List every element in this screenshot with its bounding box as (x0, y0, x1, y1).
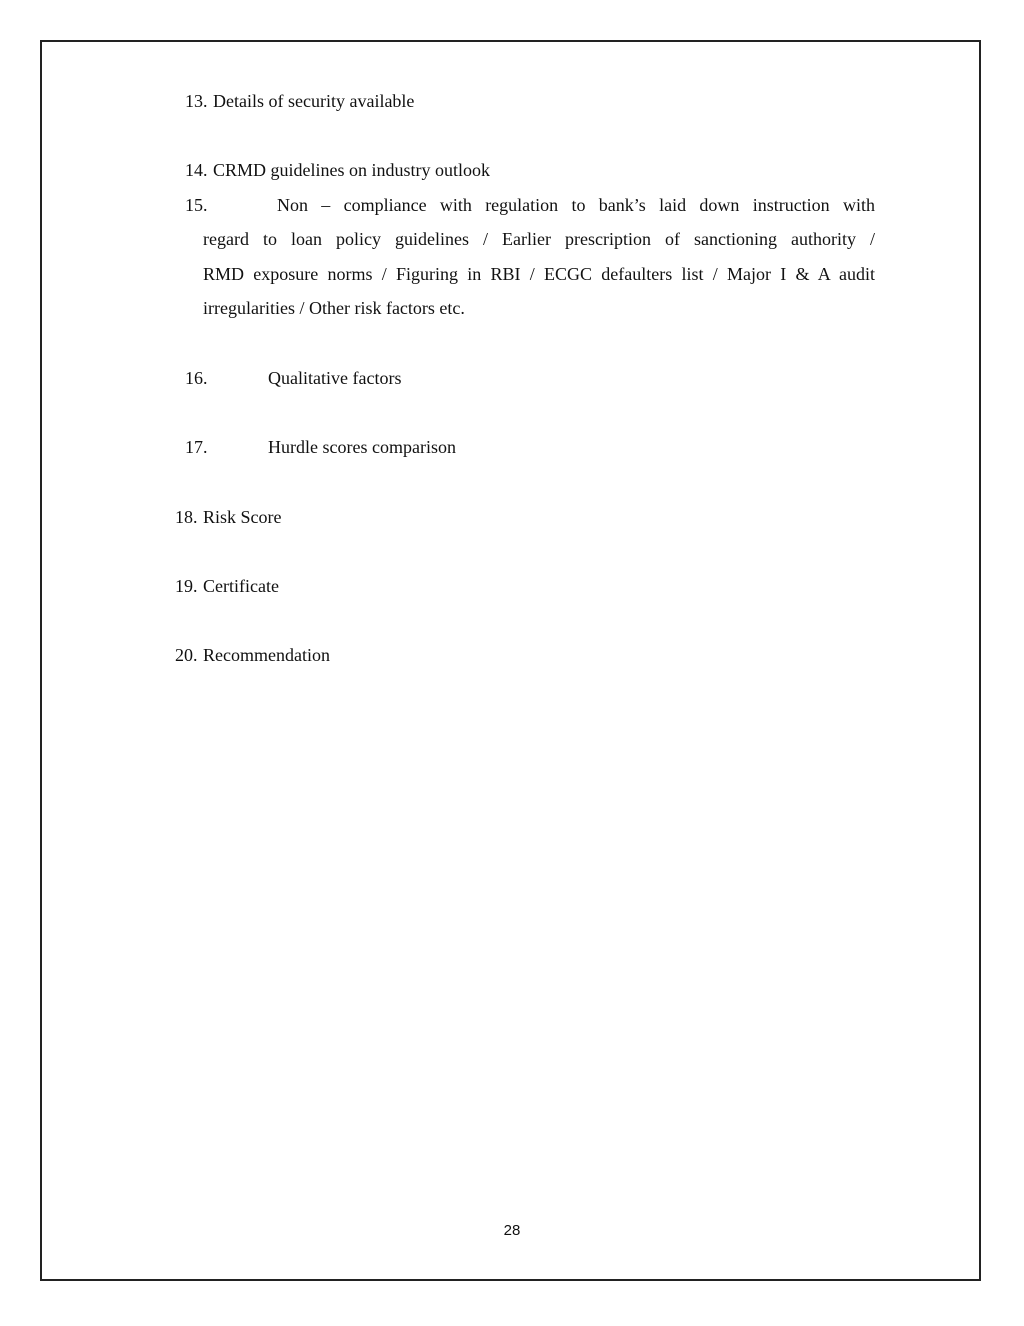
item-text: Hurdle scores comparison (268, 437, 456, 457)
item-15-line-4: irregularities / Other risk factors etc. (203, 298, 465, 318)
item-text: Details of security available (213, 91, 415, 111)
item-number: 17. (185, 437, 208, 457)
item-number: 16. (185, 368, 208, 388)
item-number: 13. (185, 91, 208, 111)
item-text: Qualitative factors (268, 368, 402, 388)
item-text: Recommendation (203, 645, 330, 665)
item-number: 20. (175, 645, 198, 665)
item-15-line-2: regard to loan policy guidelines / Earlier prescription of sanctioning authority / (203, 229, 875, 249)
item-text: Certificate (203, 576, 279, 596)
item-15-line-1: Non – compliance with regulation to bank’s laid down instruction with (277, 195, 875, 215)
item-number: 19. (175, 576, 198, 596)
item-text: Risk Score (203, 507, 282, 527)
page-number: 28 (503, 1222, 521, 1239)
item-15-line-3: RMD exposure norms / Figuring in RBI / ECGC defaulters list / Major I & A audit (203, 264, 875, 284)
item-number: 18. (175, 507, 198, 527)
item-text: CRMD guidelines on industry outlook (213, 160, 491, 180)
item-number: 14. (185, 160, 208, 180)
item-number: 15. (185, 195, 208, 215)
